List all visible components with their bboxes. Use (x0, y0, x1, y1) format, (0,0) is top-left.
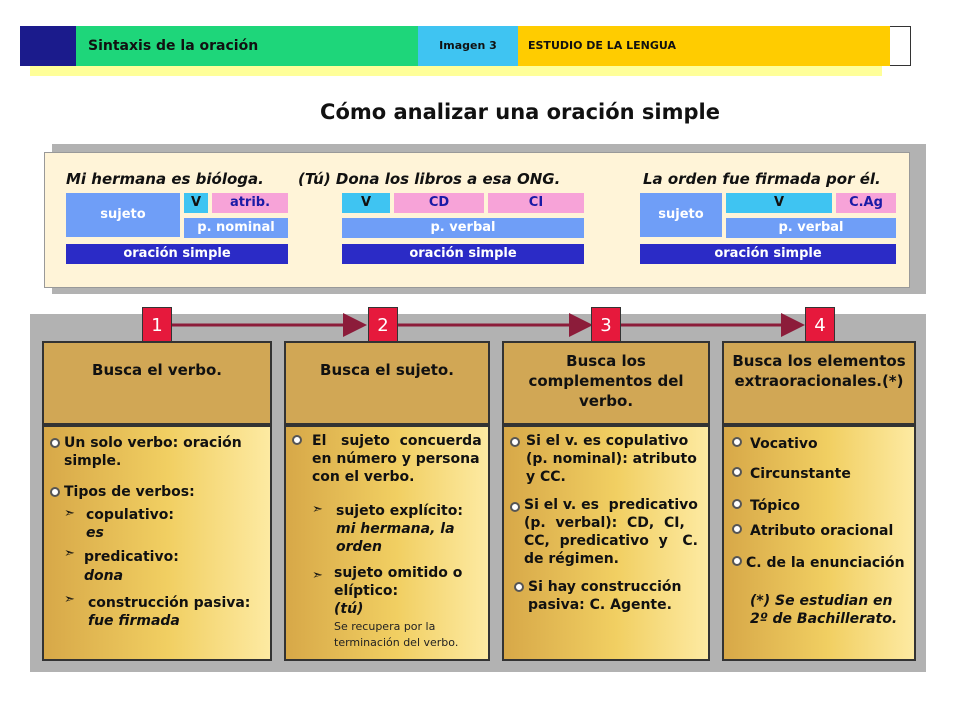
bullet-icon (510, 437, 520, 447)
step-4-heading: Busca los elementos extraoracionales.(*) (722, 341, 916, 425)
step-2-item-c3: (tú) (334, 601, 364, 617)
step-3-item-a3: y CC. (526, 469, 566, 485)
step-2-item-b3: orden (336, 539, 383, 555)
step-4-item-topico: Tópico (750, 498, 801, 514)
header-section: Sintaxis de la oración (76, 26, 418, 66)
arrow-bullet-icon: ➣ (64, 592, 75, 607)
step-4-note: (*) Se estudian en (750, 593, 893, 609)
step-3-item-b2: (p. verbal): CD, CI, (524, 515, 685, 531)
example-3-predicado: p. verbal (726, 218, 896, 238)
step-2-item-b: sujeto explícito: (336, 503, 463, 519)
example-1-predicado: p. nominal (184, 218, 288, 238)
step-2-item-b2: mi hermana, la (336, 521, 455, 537)
bullet-icon (732, 499, 742, 509)
step-3-item-a2: (p. nominal): atributo (526, 451, 697, 467)
step-number-2: 2 (368, 307, 398, 343)
example-sentence-1: Mi hermana es bióloga. (66, 170, 264, 188)
example-sentence-3: La orden fue firmada por él. (643, 170, 881, 188)
example-1-sujeto: sujeto (66, 193, 180, 237)
example-2-oracion: oración simple (342, 244, 584, 264)
bullet-icon (510, 502, 520, 512)
example-3-cag: C.Ag (836, 193, 896, 213)
arrow-bullet-icon: ➣ (312, 568, 323, 583)
example-sentence-2: (Tú) Dona los libros a esa ONG. (298, 170, 561, 188)
step-number-3: 3 (591, 307, 621, 343)
step-number-4: 4 (805, 307, 835, 343)
step-2-heading: Busca el sujeto. (284, 341, 490, 425)
step-3-item-c2: pasiva: C. Agente. (528, 597, 672, 613)
example-2-verb: V (342, 193, 390, 213)
step-4-item-atributo: Atributo oracional (750, 523, 894, 539)
step-1-item-d: predicativo: (84, 549, 179, 565)
step-4-item-circunstante: Circunstante (750, 466, 851, 482)
step-4-note2: 2º de Bachillerato. (750, 611, 898, 627)
bullet-icon (514, 582, 524, 592)
example-1-atributo: atrib. (212, 193, 288, 213)
bullet-icon (732, 556, 742, 566)
example-2-ci: CI (488, 193, 584, 213)
example-1-verb: V (184, 193, 208, 213)
step-1-item-c2: es (86, 525, 104, 541)
step-4-item-vocativo: Vocativo (750, 436, 818, 452)
bullet-icon (732, 437, 742, 447)
header-subject: ESTUDIO DE LA LENGUA (518, 26, 890, 66)
step-3-heading: Busca los complementos del verbo. (502, 341, 710, 425)
arrow-bullet-icon: ➣ (312, 502, 323, 517)
bullet-icon (732, 524, 742, 534)
step-2-item-c5: terminación del verbo. (334, 636, 459, 649)
step-1-item-a2: simple. (64, 453, 122, 469)
step-3-item-b: Si el v. es predicativo (524, 497, 698, 513)
step-2-item-c2: elíptico: (334, 583, 399, 599)
page-title: Cómo analizar una oración simple (320, 100, 720, 124)
step-2-item-a3: con el verbo. (312, 469, 415, 485)
arrow-bullet-icon: ➣ (64, 546, 75, 561)
step-1-item-e2: fue firmada (88, 613, 180, 629)
step-2-item-c4: Se recupera por la (334, 620, 436, 633)
step-number-1: 1 (142, 307, 172, 343)
example-3-sujeto: sujeto (640, 193, 722, 237)
example-1-oracion: oración simple (66, 244, 288, 264)
step-2-item-a: El sujeto concuerda (312, 433, 482, 449)
bullet-icon (50, 438, 60, 448)
bullet-icon (732, 467, 742, 477)
example-3-verb: V (726, 193, 832, 213)
step-2-item-c: sujeto omitido o (334, 565, 463, 581)
step-2-item-a2: en número y persona (312, 451, 480, 467)
step-1-item-e: construcción pasiva: (88, 595, 251, 611)
example-3-oracion: oración simple (640, 244, 896, 264)
step-4-item-enunciacion: C. de la enunciación (746, 555, 905, 571)
step-3-item-b4: de régimen. (524, 551, 619, 567)
example-2-predicado: p. verbal (342, 218, 584, 238)
step-1-heading: Busca el verbo. (42, 341, 272, 425)
step-3-item-b3: CC, predicativo y C. (524, 533, 698, 549)
step-3-item-c: Si hay construcción (528, 579, 682, 595)
arrow-bullet-icon: ➣ (64, 506, 75, 521)
step-1-item-a: Un solo verbo: oración (64, 435, 242, 451)
bullet-icon (292, 435, 302, 445)
example-2-cd: CD (394, 193, 484, 213)
step-1-item-b: Tipos de verbos: (64, 484, 195, 500)
header-image-label: Imagen 3 (418, 26, 518, 66)
step-1-item-d2: dona (84, 568, 124, 584)
step-1-item-c: copulativo: (86, 507, 174, 523)
bullet-icon (50, 487, 60, 497)
step-3-item-a: Si el v. es copulativo (526, 433, 689, 449)
